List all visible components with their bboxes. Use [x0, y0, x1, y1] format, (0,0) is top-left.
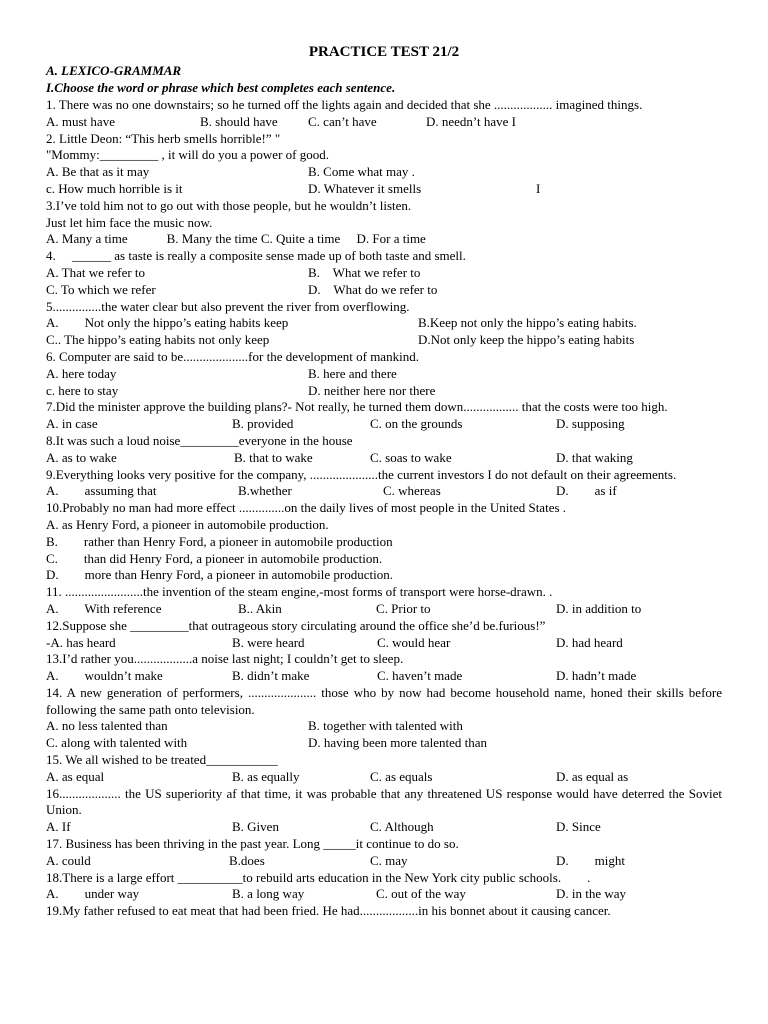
option-b: B.does — [229, 852, 265, 868]
question-1-options — [46, 114, 722, 131]
option-b: B. What we refer to — [308, 264, 421, 280]
question-5-options-ab — [46, 315, 722, 332]
question-9-options — [46, 483, 722, 500]
question-5: 5...............the water clear but also prevent the river from overflowing. — [46, 298, 410, 314]
question-14: 14. A new generation of performers, ..................... those who by now had become household name, honed their skills before following the same path onto television. — [46, 684, 722, 717]
option-c: C. can’t have — [308, 113, 377, 129]
option-d: D. supposing — [556, 416, 625, 432]
option-b: B. were heard — [232, 634, 305, 650]
question-2-options-cd — [46, 181, 722, 198]
option-d: D. having been more talented than — [308, 735, 488, 751]
question-4-options-cd — [46, 282, 722, 299]
option-b: B. a long way — [232, 886, 305, 902]
option-a: A. as to wake — [46, 449, 117, 465]
stray-mark: I — [536, 180, 541, 196]
question-4-options-ab — [46, 265, 722, 282]
option-d: D. Whatever it smells — [308, 180, 422, 196]
question-16: 16................... the US superiority af that time, it was probable that any threatened US response would have deterred the Soviet Union. — [46, 785, 722, 818]
option-c: C. than did Henry Ford, a pioneer in automobile production. — [46, 550, 383, 566]
option-b: B. Given — [232, 819, 279, 835]
option-a: A. wouldn’t make — [46, 668, 163, 684]
option-c: C. as equals — [370, 768, 433, 784]
question-11: 11. ........................the invention of the steam engine,-most forms of transport were horse-drawn. . — [46, 584, 553, 600]
option-a: A. as equal — [46, 768, 105, 784]
question-19: 19.My father refused to eat meat that had been fried. He had..................in his bonnet about it causing cancer. — [46, 903, 611, 919]
question-8: 8.It was such a loud noise_________everyone in the house — [46, 432, 353, 448]
option-c: c. How much horrible is it — [46, 180, 183, 196]
question-7-options — [46, 416, 722, 433]
page-title: PRACTICE TEST 21/2 — [308, 44, 460, 60]
question-13-options — [46, 668, 722, 685]
question-4: 4. ______ as taste is really a composite sense made up of both taste and smell. — [46, 248, 466, 264]
option-d: D. more than Henry Ford, a pioneer in automobile production. — [46, 567, 393, 583]
option-d: D. in the way — [556, 886, 627, 902]
option-d: D. in addition to — [556, 600, 642, 616]
option-a: A. With reference — [46, 600, 162, 616]
question-3-options: A. Many a time B. Many the time C. Quite a time D. For a time — [46, 231, 426, 247]
option-c: C. Prior to — [376, 600, 431, 616]
question-5-options-cd — [46, 332, 722, 349]
question-2-options-ab — [46, 164, 722, 181]
option-c: C. haven’t made — [377, 668, 463, 684]
option-b: B. that to wake — [234, 449, 313, 465]
option-d: D. What do we refer to — [308, 281, 438, 297]
question-12-options — [46, 635, 722, 652]
question-18-options — [46, 886, 722, 903]
option-a: A. no less talented than — [46, 718, 168, 734]
instruction: I.Choose the word or phrase which best completes each sentence. — [46, 80, 396, 95]
question-2: 2. Little Deon: “This herb smells horrible!” " — [46, 130, 281, 146]
option-b: B. didn’t make — [232, 668, 310, 684]
option-a: A. If — [46, 819, 71, 835]
question-17: 17. Business has been thriving in the past year. Long _____it continue to do so. — [46, 836, 459, 852]
option-c: C. whereas — [383, 483, 441, 499]
option-d: D. had heard — [556, 634, 623, 650]
option-d: D. Since — [556, 819, 601, 835]
option-d: D. hadn’t made — [556, 668, 637, 684]
option-d: D. neither here nor there — [308, 382, 436, 398]
option-b: B.. Akin — [238, 600, 282, 616]
question-14-options-cd — [46, 735, 722, 752]
option-b: B. provided — [232, 416, 294, 432]
question-14-options-ab — [46, 718, 722, 735]
question-13: 13.I’d rather you..................a noise last night; I couldn’t get to sleep. — [46, 651, 404, 667]
question-15-options — [46, 769, 722, 786]
question-2-cont: "Mommy:_________ , it will do you a power of good. — [46, 147, 329, 163]
question-18: 18.There is a large effort __________to rebuild arts education in the New York city public schools. . — [46, 869, 591, 885]
option-c: C. soas to wake — [370, 449, 452, 465]
option-c: C.. The hippo’s eating habits not only keep — [46, 332, 270, 348]
option-a: -A. has heard — [46, 634, 116, 650]
option-d: D.Not only keep the hippo’s eating habits — [418, 332, 635, 348]
question-15: 15. We all wished to be treated___________ — [46, 752, 278, 768]
option-b: B. Come what may . — [308, 164, 415, 180]
option-b: B. as equally — [232, 768, 300, 784]
questions — [46, 97, 722, 920]
question-6-options-cd — [46, 383, 722, 400]
option-c: c. here to stay — [46, 382, 119, 398]
question-17-options — [46, 853, 722, 870]
question-16-options — [46, 819, 722, 836]
option-b: B. together with talented with — [308, 718, 463, 734]
question-12: 12.Suppose she _________that outrageous story circulating around the office she’d be.furious!” — [46, 617, 546, 633]
section-heading: A. LEXICO-GRAMMAR — [46, 63, 182, 78]
option-a: A. could — [46, 852, 91, 868]
option-d: D. as equal as — [556, 768, 629, 784]
option-d: D. needn’t have I — [426, 113, 517, 129]
option-a: A. in case — [46, 416, 98, 432]
option-d: D. as if — [556, 483, 617, 499]
option-a: A. Be that as it may — [46, 164, 150, 180]
option-d: D. that waking — [556, 449, 633, 465]
question-1: 1. There was no one downstairs; so he turned off the lights again and decided that she .................. imagined things. — [46, 97, 643, 112]
question-9: 9.Everything looks very positive for the company, .....................the current investors I do not default on their agreements. — [46, 466, 677, 482]
question-6-options-ab — [46, 366, 722, 383]
option-b: B. should have — [200, 113, 278, 129]
question-7: 7.Did the minister approve the building plans?- Not really, he turned them down................. that the costs were too high. — [46, 399, 668, 415]
option-a: A. Not only the hippo’s eating habits keep — [46, 315, 289, 331]
option-b: B. here and there — [308, 365, 397, 381]
option-c: C. may — [370, 852, 408, 868]
question-11-options — [46, 601, 722, 618]
option-a: A. as Henry Ford, a pioneer in automobile production. — [46, 516, 329, 532]
option-d: D. might — [556, 852, 625, 868]
option-a: A. assuming that — [46, 483, 157, 499]
option-c: C. To which we refer — [46, 281, 156, 297]
option-c: C. out of the way — [376, 886, 466, 902]
question-8-options — [46, 450, 722, 467]
option-a: A. under way — [46, 886, 140, 902]
question-3: 3.I’ve told him not to go out with those people, but he wouldn’t listen. — [46, 197, 412, 213]
option-c: C. would hear — [377, 634, 451, 650]
option-b: B.Keep not only the hippo’s eating habits. — [418, 315, 637, 331]
option-a: A. here today — [46, 365, 117, 381]
question-6: 6. Computer are said to be....................for the development of mankind. — [46, 348, 419, 364]
option-a: A. That we refer to — [46, 264, 146, 280]
question-3-cont: Just let him face the music now. — [46, 214, 213, 230]
question-10: 10.Probably no man had more effect ..............on the daily lives of most people in the United States . — [46, 500, 567, 516]
option-c: C. Although — [370, 819, 434, 835]
option-c: C. along with talented with — [46, 735, 188, 751]
option-a: A. must have — [46, 113, 115, 129]
option-b: B. rather than Henry Ford, a pioneer in automobile production — [46, 533, 393, 549]
option-c: C. on the grounds — [370, 416, 463, 432]
option-b: B.whether — [238, 483, 292, 499]
